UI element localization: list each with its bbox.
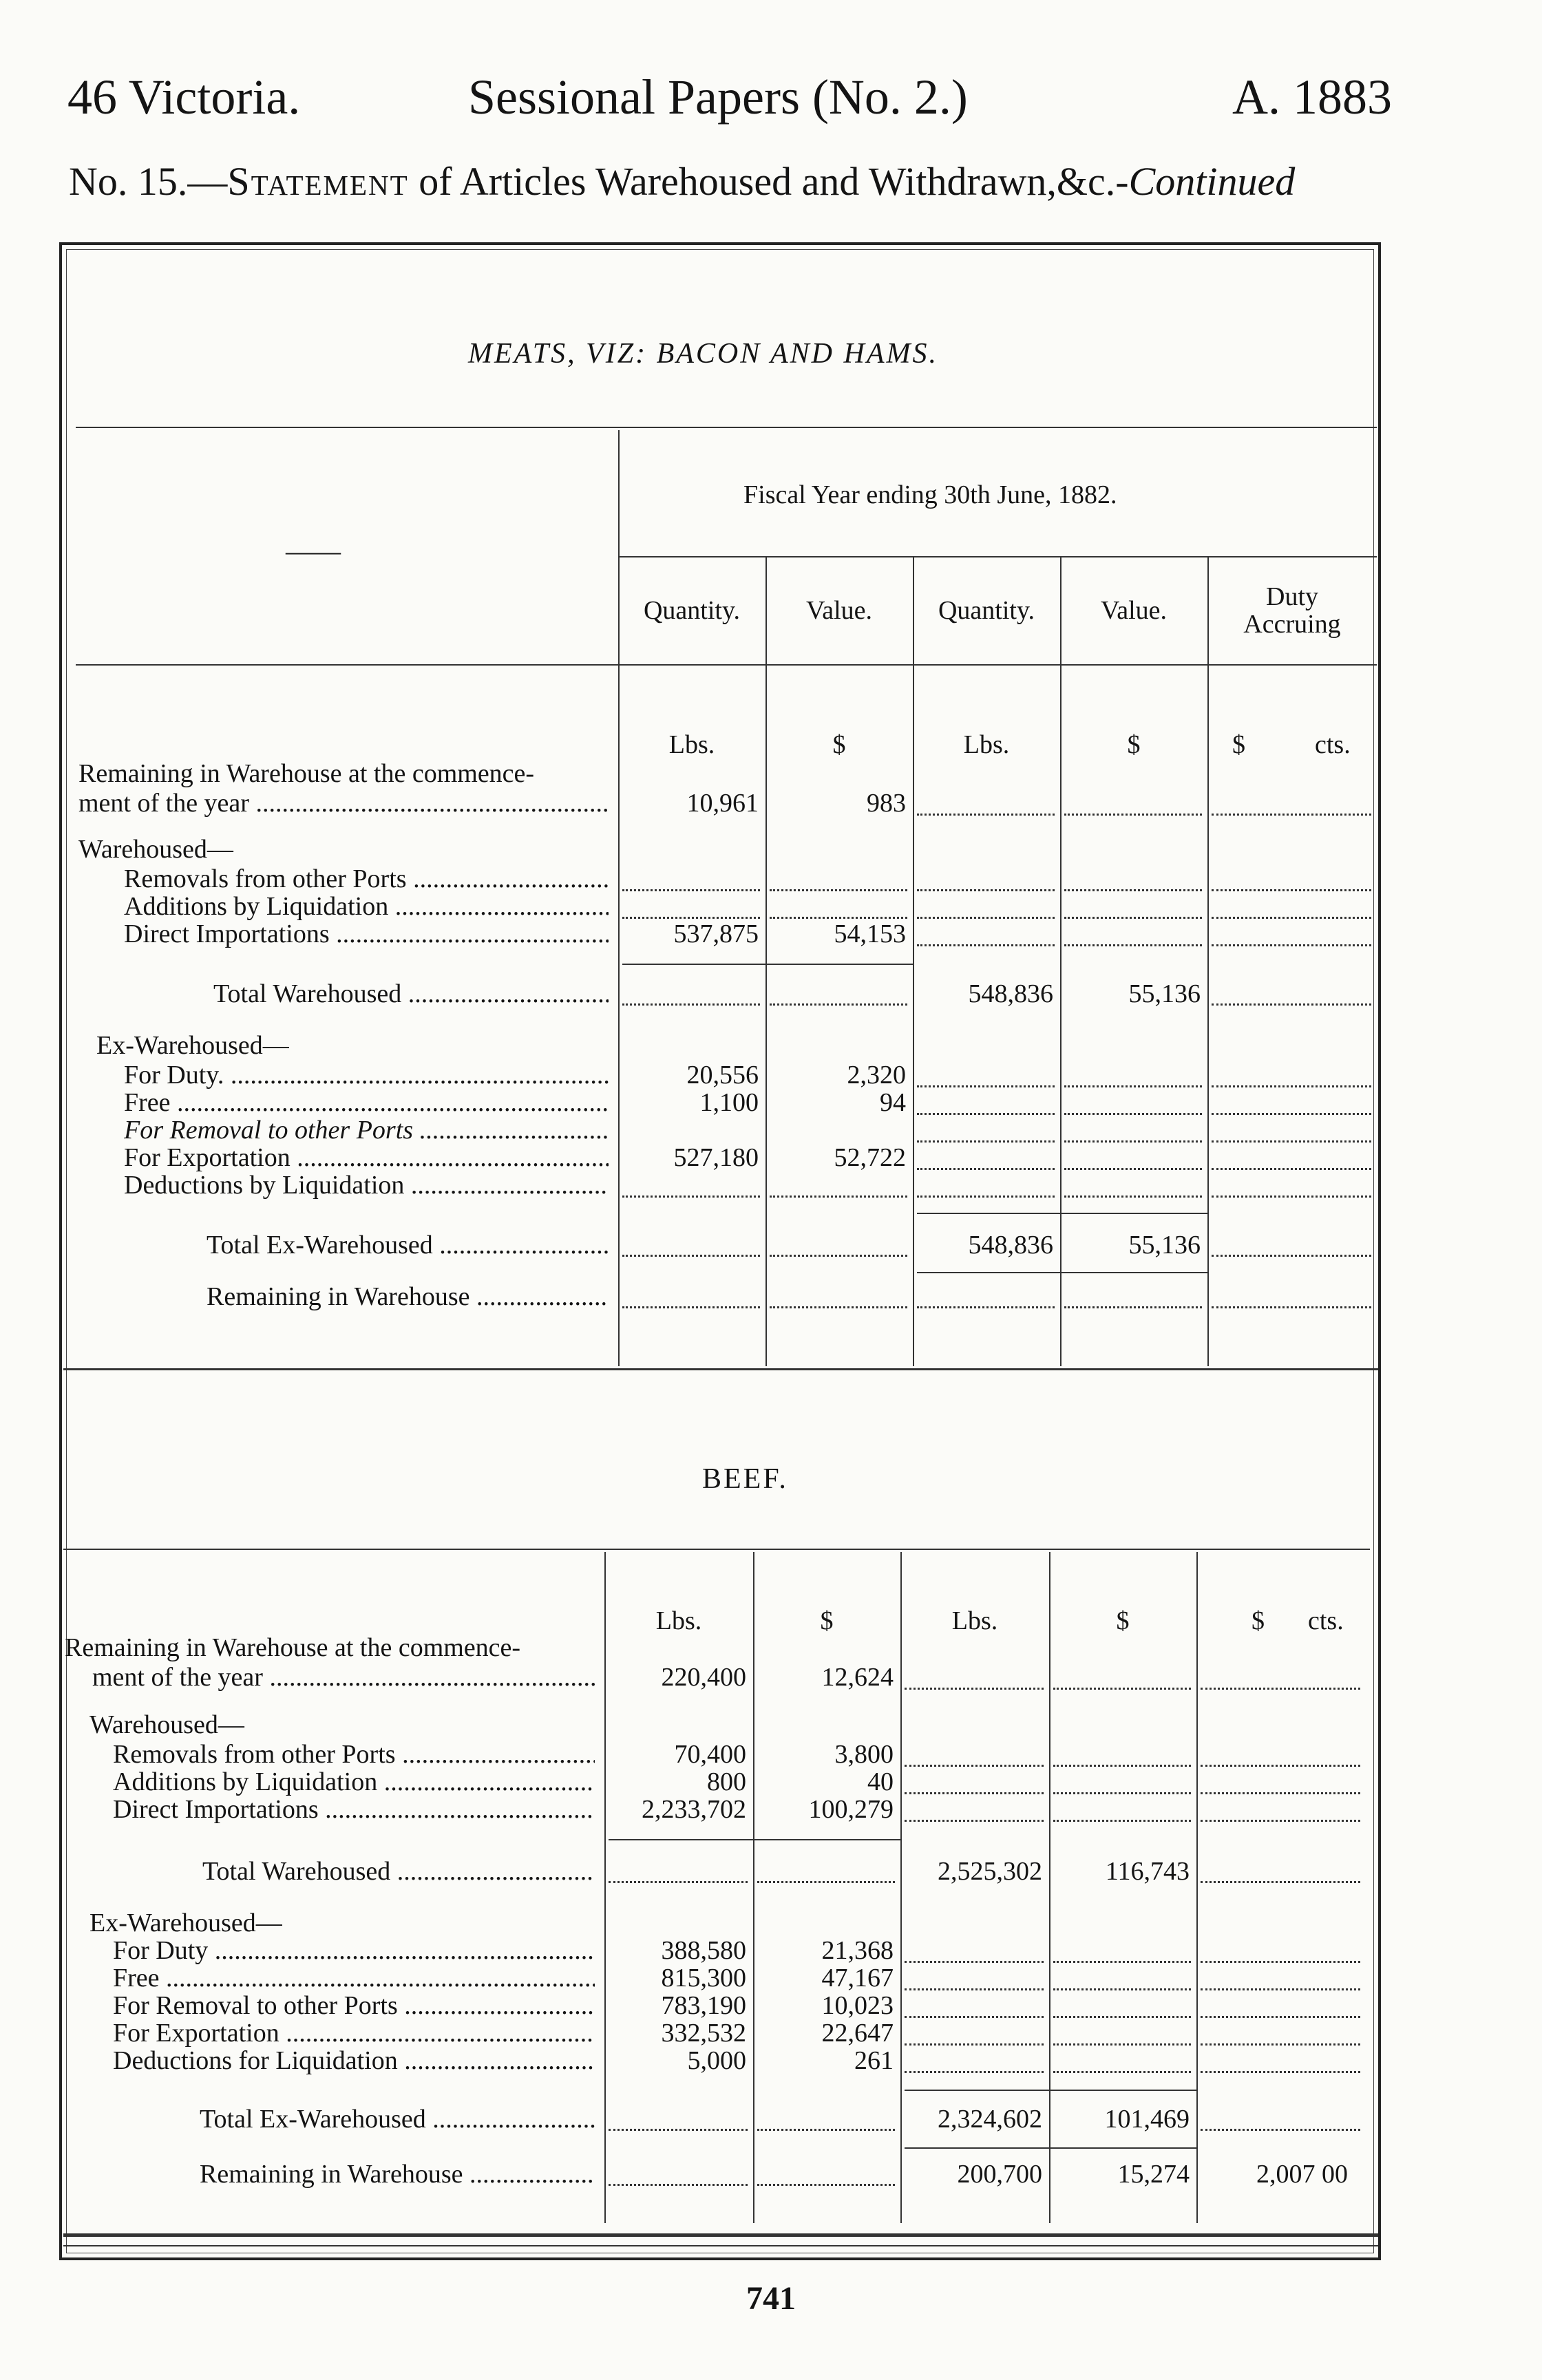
rule [905,2147,1196,2149]
leader-dots [1064,917,1202,919]
cell-value: 100,279 [808,1795,894,1824]
leader-dots [1212,814,1371,816]
leader-dots [609,2184,748,2186]
cell-value: 55,136 [1128,979,1201,1008]
cell-value: 2,007 00 [1256,2160,1348,2189]
rule [63,1549,1370,1550]
rule [76,427,1377,428]
cell-value: 116,743 [1105,1857,1190,1886]
unit-v1: $ [820,1606,834,1635]
row-label: Removals from other Ports ..... [113,1741,595,1769]
cell-value: 200,700 [957,2160,1042,2189]
leader-dots [1201,1688,1360,1690]
cell-value: 2,525,302 [938,1857,1042,1886]
rule [622,964,913,965]
leader-dots [905,1688,1044,1690]
leader-dots [1064,1306,1202,1308]
rule [618,556,1377,557]
page-number: 741 [746,2280,796,2317]
row-label: Total Ex-Warehoused ..... [207,1232,609,1260]
leader-dots [1212,1196,1371,1198]
row-label: Total Warehoused ..... [213,981,609,1008]
leader-dots [1053,1792,1191,1794]
col-quantity-1: Quantity. [643,596,740,625]
leader-dots [1053,1688,1191,1690]
cell-value: 388,580 [661,1936,746,1965]
leader-dots [1212,917,1371,919]
row-label: Ex-Warehoused— [96,1031,289,1060]
leader-dots [1212,1003,1371,1006]
leader-dots [770,1196,907,1198]
bottom-rule [63,2245,1378,2246]
leader-dots [622,1306,760,1308]
leader-dots [1212,1140,1371,1143]
rule [76,664,1377,666]
cell-value: 527,180 [673,1143,759,1172]
row-label: Direct Importations ..... [124,921,609,948]
leader-dots [905,1765,1044,1767]
row-label: Remaining in Warehouse ..... [207,1284,609,1311]
leader-dots [1064,1085,1202,1087]
unit-v2: $ [1127,730,1141,759]
leader-dots [609,2129,748,2131]
row-label: Free ..... [113,1965,595,1993]
header-center: Sessional Papers (No. 2.) [468,70,968,125]
cell-value: 783,190 [661,1991,746,2020]
leader-dots [1053,2016,1191,2018]
row-label: Additions by Liquidation ..... [124,893,609,921]
header-right: A. 1883 [1232,70,1392,125]
row-label: Warehoused— [89,1710,244,1739]
leader-dots [757,1881,895,1883]
fiscal-heading: Fiscal Year ending 30th June, 1882. [743,480,1117,509]
col-value-1: Value. [805,596,873,625]
cell-value: 220,400 [661,1663,746,1692]
row-label: Total Warehoused ..... [202,1858,595,1886]
leader-dots [905,1961,1044,1963]
col-duty [1207,584,1377,639]
cell-value: 2,324,602 [938,2105,1042,2134]
unit-v2: $ [1116,1606,1130,1635]
unit-d2: cts. [1315,730,1351,759]
cell-value: 5,000 [687,2046,746,2075]
cell-value: 101,469 [1104,2105,1190,2134]
leader-dots [1201,1961,1360,1963]
cell-value: 983 [867,789,906,818]
row-label: ment of the year ..... [92,1664,595,1692]
leader-dots [1212,889,1371,891]
leader-dots [1201,1881,1360,1883]
col-rule [604,1552,606,2223]
leader-dots [1212,1306,1371,1308]
statement-continued: Continued [1128,159,1296,204]
row-label: Ex-Warehoused— [89,1909,282,1937]
leader-dots [905,2016,1044,2018]
leader-dots [1064,944,1202,946]
col-rule [1196,1552,1198,2223]
statement-caps: Statement [227,159,409,204]
row-label: Warehoused— [78,835,233,864]
leader-dots [757,2184,895,2186]
row-label: ment of the year ..... [78,790,609,818]
leader-dots [622,1003,760,1006]
leader-dots [1212,944,1371,946]
statement-number: No. 15.— [69,159,228,204]
cell-value: 55,136 [1128,1231,1201,1260]
col-duty-line2: Accruing [1243,609,1341,639]
row-label: Deductions by Liquidation ..... [124,1172,609,1200]
cell-value: 52,722 [834,1143,906,1172]
leader-dots [905,1792,1044,1794]
leader-dots [622,1255,760,1257]
leader-dots [1201,1792,1360,1794]
rule [917,1213,1207,1214]
row-label: For Duty. ..... [124,1062,609,1090]
leader-dots [917,889,1055,891]
leader-dots [1212,1085,1371,1087]
leader-dots [1064,814,1202,816]
leader-dots [917,944,1055,946]
col-rule [618,430,620,1366]
cell-value: 261 [854,2046,894,2075]
leader-dots [1053,1988,1191,1990]
row-label: For Removal to other Ports ..... [124,1117,609,1145]
cell-value: 10,961 [686,789,759,818]
cell-value: 537,875 [673,920,759,948]
cell-value: 70,400 [674,1740,746,1769]
col-rule [765,556,767,1366]
leader-dots [905,1820,1044,1822]
leader-dots [1201,1988,1360,1990]
leader-dots [905,2071,1044,2073]
cell-value: 2,233,702 [642,1795,746,1824]
row-label: For Duty ..... [113,1937,595,1965]
section-title-beef: BEEF. [702,1463,788,1495]
unit-v1: $ [832,730,846,759]
cell-value: 21,368 [821,1936,894,1965]
cell-value: 800 [707,1767,746,1796]
leader-dots [1053,1820,1191,1822]
statement-rest: of Articles Warehoused and Withdrawn,&c.- [408,159,1129,204]
header-left: 46 Victoria. [67,70,301,125]
row-label: Remaining in Warehouse at the commence- [65,1633,521,1662]
leader-dots [1064,889,1202,891]
cell-value: 2,320 [847,1061,906,1090]
leader-dots [1212,1168,1371,1170]
leader-dots [1064,1196,1202,1198]
leader-dots [1053,1961,1191,1963]
col-rule [753,1552,754,2223]
leader-dots [1201,2043,1360,2046]
unit-q1: Lbs. [655,1606,702,1635]
leader-dots [1212,1255,1371,1257]
leader-dots [917,1113,1055,1115]
leader-dots [1064,1113,1202,1115]
row-label: Additions by Liquidation ..... [113,1769,595,1796]
rule [917,1272,1207,1273]
cell-value: 47,167 [821,1964,894,1993]
cell-value: 22,647 [821,2019,894,2048]
leader-dots [622,917,760,919]
leader-dots [1201,1765,1360,1767]
row-label: Deductions for Liquidation ..... [113,2048,595,2075]
leader-dots [917,814,1055,816]
cell-value: 20,556 [686,1061,759,1090]
cell-value: 54,153 [834,920,906,948]
rule [905,2090,1196,2091]
cell-value: 94 [880,1088,906,1117]
leader-dots [1053,2071,1191,2073]
cell-value: 548,836 [968,979,1053,1008]
row-label: Direct Importations ..... [113,1796,595,1824]
unit-d1: $ [1251,1606,1265,1635]
leader-dots [770,889,907,891]
unit-d1: $ [1232,730,1245,759]
leader-dots [917,1306,1055,1308]
cell-value: 15,274 [1117,2160,1190,2189]
leader-dots [1212,1113,1371,1115]
leader-dots [917,1140,1055,1143]
leader-dots [622,889,760,891]
row-label: Total Ex-Warehoused ..... [200,2106,595,2134]
cell-value: 12,624 [821,1663,894,1692]
leader-dots [770,917,907,919]
leader-dots [917,917,1055,919]
row-label: For Exportation ..... [124,1145,609,1172]
blank-mark: —— [286,535,341,566]
leader-dots [1201,2071,1360,2073]
leader-dots [770,1003,907,1006]
cell-value: 548,836 [968,1231,1053,1260]
cell-value: 332,532 [661,2019,746,2048]
leader-dots [917,1196,1055,1198]
leader-dots [1201,2129,1360,2131]
unit-q1: Lbs. [668,730,715,759]
leader-dots [1053,1765,1191,1767]
row-label: Free ..... [124,1090,609,1117]
leader-dots [905,2043,1044,2046]
leader-dots [917,1085,1055,1087]
statement-title [69,158,1295,204]
leader-dots [609,1881,748,1883]
row-label: For Removal to other Ports ..... [113,1993,595,2020]
leader-dots [1201,2016,1360,2018]
leader-dots [1201,1820,1360,1822]
col-duty-line1: Duty [1266,582,1318,611]
unit-q2: Lbs. [951,1606,998,1635]
bottom-rule [63,2233,1378,2237]
col-rule [1207,556,1209,1366]
cell-value: 3,800 [834,1740,894,1769]
unit-q2: Lbs. [963,730,1010,759]
leader-dots [757,2129,895,2131]
cell-value: 40 [867,1767,894,1796]
leader-dots [1053,2043,1191,2046]
cell-value: 10,023 [821,1991,894,2020]
leader-dots [905,1988,1044,1990]
leader-dots [770,1255,907,1257]
row-label: Removals from other Ports ..... [124,866,609,893]
col-value-2: Value. [1100,596,1168,625]
col-quantity-2: Quantity. [938,596,1035,625]
row-label: For Exportation ..... [113,2020,595,2048]
section-title-bacon: MEATS, VIZ: BACON AND HAMS. [468,338,938,370]
leader-dots [1064,1168,1202,1170]
unit-d2: cts. [1308,1606,1344,1635]
leader-dots [1064,1140,1202,1143]
row-label: Remaining in Warehouse at the commence- [78,759,535,788]
leader-dots [770,1306,907,1308]
rule [609,1839,900,1840]
leader-dots [917,1168,1055,1170]
section-divider [63,1368,1378,1370]
leader-dots [622,1196,760,1198]
cell-value: 815,300 [661,1964,746,1993]
row-label: Remaining in Warehouse ..... [200,2161,595,2189]
cell-value: 1,100 [699,1088,759,1117]
